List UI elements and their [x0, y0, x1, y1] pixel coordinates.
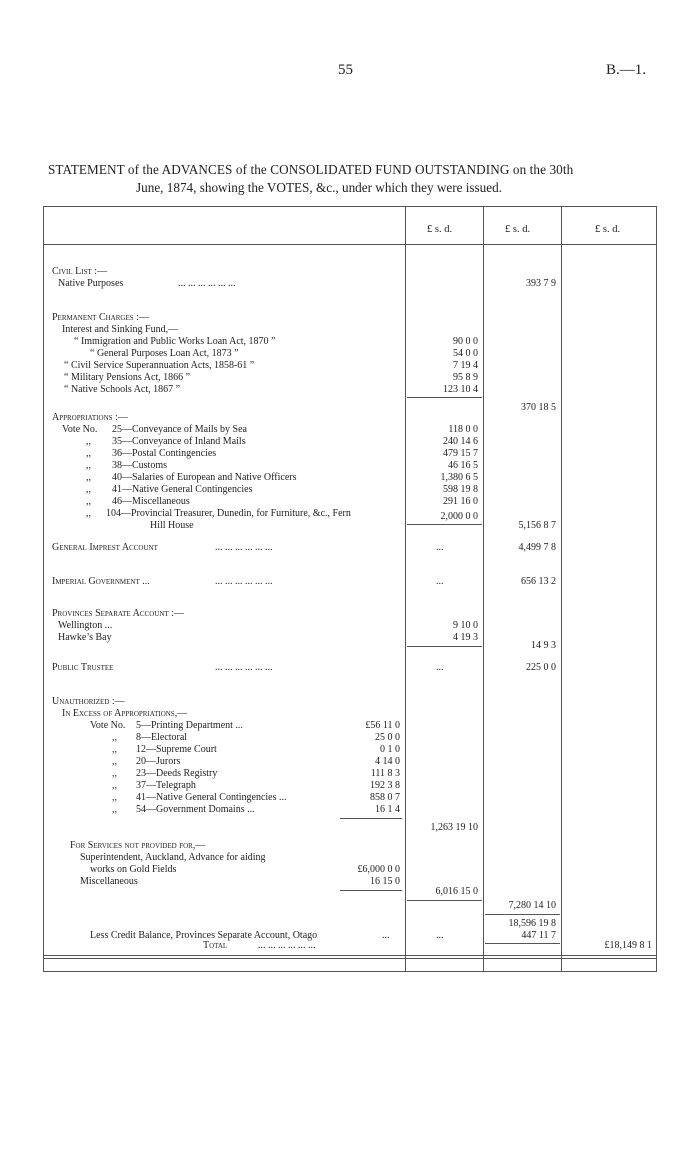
row-label: 23—Deeds Registry	[136, 768, 218, 779]
row-label: Less Credit Balance, Provinces Separate Account, Otago	[90, 930, 318, 941]
row-label: Native Purposes	[58, 278, 124, 289]
leader-dots: ... ... ... ... ... ...	[215, 662, 273, 673]
row-label: 12—Supreme Court	[136, 744, 217, 755]
leader-dots: ... ... ... ... ... ...	[215, 542, 273, 553]
row-label: 25—Conveyance of Mails by Sea	[112, 424, 247, 435]
section-title: Civil List :—	[52, 266, 108, 277]
column-divider	[405, 206, 406, 972]
ditto-mark: ,,	[112, 768, 117, 779]
subtotal-rule	[340, 818, 402, 819]
vote-prefix: Vote No.	[62, 424, 98, 435]
column-divider	[561, 206, 562, 972]
subtotal-rule	[407, 646, 482, 647]
section-title: Provinces Separate Account :—	[52, 608, 184, 619]
section-title: Unauthorized :—	[52, 696, 125, 707]
amount: 858 0 7	[370, 792, 400, 803]
amount: 54 0 0	[453, 348, 478, 359]
footer-rule	[43, 955, 657, 956]
row-label: Superintendent, Auckland, Advance for aiding	[80, 852, 266, 863]
row-label: 38—Customs	[112, 460, 168, 471]
column-header: £ s. d.	[505, 224, 531, 235]
amount: 118 0 0	[448, 424, 478, 435]
row-label: 40—Salaries of European and Native Officers	[112, 472, 297, 483]
amount: 18,596 19 8	[508, 918, 556, 929]
amount: 90 0 0	[453, 336, 478, 347]
subtotal-rule	[407, 397, 482, 398]
amount: 25 0 0	[375, 732, 400, 743]
amount: 9 10 0	[453, 620, 478, 631]
row-label: 41—Native General Contingencies ...	[136, 792, 287, 803]
row-label: 41—Native General Contingencies	[112, 484, 253, 495]
ditto-mark: ,,	[112, 804, 117, 815]
amount: 16 1 4	[375, 804, 400, 815]
amount: £6,000 0 0	[357, 864, 400, 875]
amount: 479 15 7	[443, 448, 478, 459]
subtotal-rule	[407, 900, 482, 901]
total-label: Total	[203, 940, 228, 951]
amount: 4 14 0	[375, 756, 400, 767]
ditto-mark: ,,	[112, 732, 117, 743]
subtotal-rule	[485, 914, 560, 915]
row-label: “ General Purposes Loan Act, 1873 ”	[90, 348, 239, 359]
amount: 123 10 4	[443, 384, 478, 395]
grand-total: £18,149 8 1	[604, 940, 652, 951]
footer-rule	[43, 958, 657, 959]
amount: 0 1 0	[380, 744, 400, 755]
row-label: 35—Conveyance of Inland Mails	[112, 436, 246, 447]
leader-dots: ...	[436, 542, 444, 553]
page-number: 55	[338, 62, 353, 78]
row-label: 104—Provincial Treasurer, Dunedin, for Furniture, &c., Fern	[106, 508, 351, 519]
ditto-mark: ,,	[86, 508, 91, 519]
amount: 6,016 15 0	[435, 886, 478, 897]
row-label: 46—Miscellaneous	[112, 496, 190, 507]
amount: 2,000 0 0	[440, 511, 478, 522]
row-label: Miscellaneous	[80, 876, 138, 887]
subtotal-rule	[407, 524, 482, 525]
amount: 1,380 6 5	[440, 472, 478, 483]
amount: 240 14 6	[443, 436, 478, 447]
amount: 192 3 8	[370, 780, 400, 791]
row-label: Wellington ...	[58, 620, 113, 631]
amount: 5,156 8 7	[518, 520, 556, 531]
row-label: General Imprest Account	[52, 542, 158, 553]
amount: 4,499 7 8	[518, 542, 556, 553]
leader-dots: ... ... ... ... ... ...	[258, 940, 316, 951]
row-label: “ Immigration and Public Works Loan Act, 1870 ”	[74, 336, 276, 347]
ditto-mark: ,,	[86, 484, 91, 495]
leader-dots: ... ... ... ... ... ...	[215, 576, 273, 587]
amount: 111 8 3	[370, 768, 400, 779]
leader-dots: ... ... ... ... ... ...	[178, 278, 236, 289]
ditto-mark: ,,	[86, 436, 91, 447]
row-label: 36—Postal Contingencies	[112, 448, 217, 459]
amount: 7,280 14 10	[508, 900, 556, 911]
column-divider	[483, 206, 484, 972]
row-label: Hill House	[150, 520, 194, 531]
subtotal-rule	[485, 943, 560, 944]
row-label: 5—Printing Department ...	[136, 720, 243, 731]
row-label: “ Military Pensions Act, 1866 ”	[64, 372, 191, 383]
row-label: 37—Telegraph	[136, 780, 196, 791]
ditto-mark: ,,	[86, 460, 91, 471]
amount: 1,263 19 10	[430, 822, 478, 833]
leader-dots: ...	[436, 576, 444, 587]
header-rule	[43, 244, 657, 245]
ditto-mark: ,,	[112, 792, 117, 803]
row-label: Imperial Government ...	[52, 576, 150, 587]
amount: 16 15 0	[370, 876, 400, 887]
amount: 46 16 5	[448, 460, 478, 471]
subsection-title: In Excess of Appropriations,—	[62, 708, 188, 719]
row-label: 8—Electoral	[136, 732, 188, 743]
document-reference: B.—1.	[606, 62, 647, 78]
leader-dots: ...	[382, 930, 390, 941]
amount: 447 11 7	[521, 930, 556, 941]
ditto-mark: ,,	[86, 472, 91, 483]
ditto-mark: ,,	[86, 448, 91, 459]
row-label: “ Native Schools Act, 1867 ”	[64, 384, 181, 395]
amount: 7 19 4	[453, 360, 478, 371]
row-label: 54—Government Domains ...	[136, 804, 255, 815]
ditto-mark: ,,	[112, 780, 117, 791]
vote-prefix: Vote No.	[90, 720, 126, 731]
amount: 370 18 5	[521, 402, 556, 413]
leader-dots: ...	[436, 930, 444, 941]
amount: 225 0 0	[526, 662, 556, 673]
amount: 4 19 3	[453, 632, 478, 643]
subsection-title: For Services not provided for,—	[70, 840, 206, 851]
amount: 393 7 9	[526, 278, 556, 289]
statement-title: STATEMENT of the ADVANCES of the CONSOLIDATED FUND OUTSTANDING on the 30th	[48, 162, 574, 177]
amount: 656 13 2	[521, 576, 556, 587]
ditto-mark: ,,	[112, 756, 117, 767]
amount: £56 11 0	[365, 720, 400, 731]
column-header: £ s. d.	[595, 224, 621, 235]
ditto-mark: ,,	[86, 496, 91, 507]
amount: 598 19 8	[443, 484, 478, 495]
row-label: “ Civil Service Superannuation Acts, 1858-61 ”	[64, 360, 255, 371]
ditto-mark: ,,	[112, 744, 117, 755]
leader-dots: ...	[436, 662, 444, 673]
row-label: Interest and Sinking Fund,—	[62, 324, 179, 335]
row-label: Hawke’s Bay	[58, 632, 112, 643]
subtotal-rule	[340, 890, 402, 891]
row-label: Public Trustee	[52, 662, 114, 673]
column-header: £ s. d.	[427, 224, 453, 235]
statement-subtitle: June, 1874, showing the VOTES, &c., under which they were issued.	[136, 180, 503, 195]
amount: 95 8 9	[453, 372, 478, 383]
amount: 291 16 0	[443, 496, 478, 507]
row-label: 20—Jurors	[136, 756, 181, 767]
section-title: Permanent Charges :—	[52, 312, 149, 323]
amount: 14 9 3	[531, 640, 556, 651]
section-title: Appropriations :—	[52, 412, 128, 423]
row-label: works on Gold Fields	[90, 864, 177, 875]
